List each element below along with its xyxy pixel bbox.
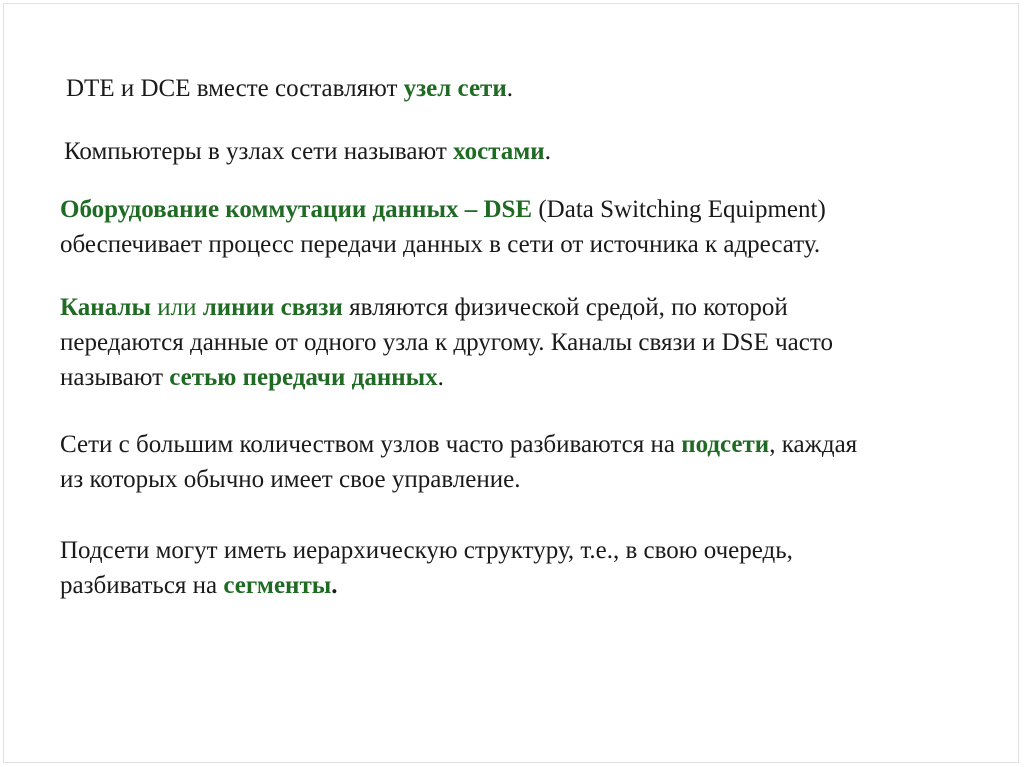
text-segment: обеспечивает процесс передачи данных в сети от источника к адресату. <box>60 231 821 258</box>
term-segments: сегменты <box>223 572 332 599</box>
paragraph-hosts-definition <box>64 134 551 169</box>
term-channels: Каналы <box>60 294 151 321</box>
term-communication-lines: линии связи <box>202 294 343 321</box>
term-subnets: подсети <box>681 431 770 458</box>
text-segment: называют <box>60 364 170 391</box>
paragraph-dse-definition <box>60 192 826 262</box>
term-dse: Оборудование коммутации данных – DSE <box>60 196 533 223</box>
paragraph-channels-definition <box>60 290 833 395</box>
paragraph-segments-definition <box>60 533 793 603</box>
text-segment: DTE и DCE вместе составляют <box>66 75 404 102</box>
text-segment: . <box>437 364 444 391</box>
text-segment: . <box>331 572 338 599</box>
paragraph-subnets-definition <box>60 427 857 497</box>
text-segment: . <box>506 75 513 102</box>
text-segment: передаются данные от одного узла к другому. Каналы связи и DSE часто <box>60 329 833 356</box>
term-hosts: хостами <box>453 138 545 165</box>
paragraph-node-definition <box>66 71 513 106</box>
text-segment: разбиваться на <box>60 572 224 599</box>
term-network-node: узел сети <box>403 75 507 102</box>
text-segment: являются физической средой, по которой <box>342 294 788 321</box>
text-segment: (Data Switching Equipment) <box>532 196 826 223</box>
text-segment: , каждая <box>769 431 858 458</box>
text-segment-or: или <box>150 294 203 321</box>
text-segment: Компьютеры в узлах сети называют <box>64 138 454 165</box>
term-data-network: сетью передачи данных <box>169 364 438 391</box>
text-segment: . <box>544 138 551 165</box>
text-segment: Подсети могут иметь иерархическую структуру, т.е., в свою очередь, <box>60 537 793 564</box>
text-segment: Сети с большим количеством узлов часто разбиваются на <box>60 431 682 458</box>
text-segment: из которых обычно имеет свое управление. <box>60 466 521 493</box>
